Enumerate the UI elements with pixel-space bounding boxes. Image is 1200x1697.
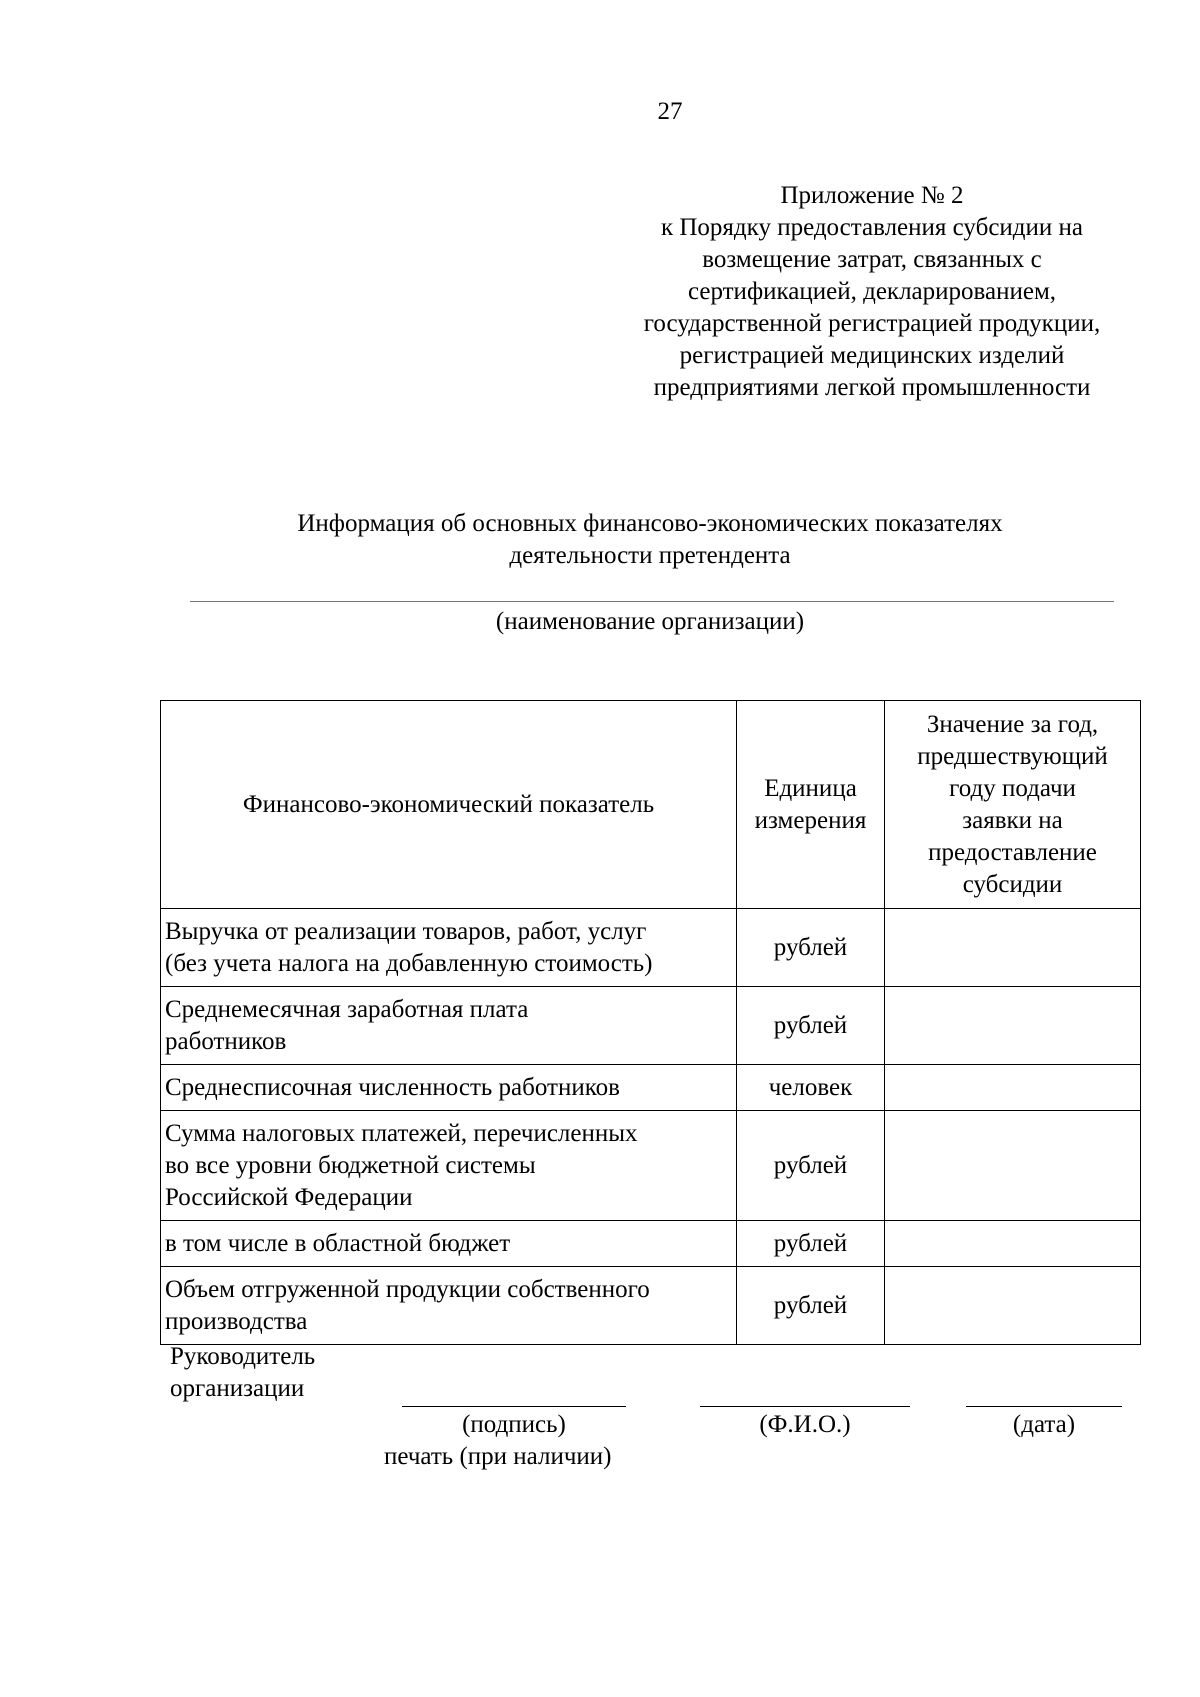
signature-caption: (подпись) bbox=[462, 1411, 566, 1438]
indicator-name: Выручка от реализации товаров, работ, услуг (без учета налога на добавленную стоимость) bbox=[161, 909, 737, 987]
full-name-caption: (Ф.И.О.) bbox=[759, 1411, 851, 1438]
page-number: 27 bbox=[657, 98, 683, 125]
table-row bbox=[161, 1111, 1141, 1221]
indicator-unit: рублей bbox=[737, 1111, 885, 1221]
indicator-name: Среднесписочная численность работников bbox=[161, 1065, 737, 1111]
appendix-line: возмещение затрат, связанных с bbox=[702, 246, 1042, 273]
title-line: деятельности претендента bbox=[509, 542, 791, 569]
organization-name-caption: (наименование организации) bbox=[495, 608, 805, 635]
indicator-unit: рублей bbox=[737, 987, 885, 1065]
table-row bbox=[161, 987, 1141, 1065]
table-header-row bbox=[161, 701, 1141, 909]
indicator-name: в том числе в областной бюджет bbox=[161, 1221, 737, 1267]
signature-line[interactable] bbox=[402, 1406, 626, 1407]
indicator-value-cell[interactable] bbox=[885, 1065, 1141, 1111]
title-line: Информация об основных финансово-экономических показателях bbox=[297, 510, 1003, 537]
table-row bbox=[161, 1221, 1141, 1267]
appendix-line: Приложение № 2 bbox=[780, 182, 964, 209]
indicator-value-cell[interactable] bbox=[885, 987, 1141, 1065]
table-row bbox=[161, 1267, 1141, 1345]
date-caption: (дата) bbox=[1012, 1411, 1076, 1438]
indicator-unit: рублей bbox=[737, 1267, 885, 1345]
table-row bbox=[161, 909, 1141, 987]
appendix-line: регистрацией медицинских изделий bbox=[679, 342, 1065, 369]
indicator-value-cell[interactable] bbox=[885, 1221, 1141, 1267]
indicator-name: Среднемесячная заработная плата работников bbox=[161, 987, 737, 1065]
table-row bbox=[161, 1065, 1141, 1111]
appendix-line: предприятиями легкой промышленности bbox=[653, 374, 1091, 401]
appendix-reference bbox=[598, 180, 1146, 404]
header-indicator: Финансово-экономический показатель bbox=[161, 701, 737, 909]
indicator-unit: рублей bbox=[737, 909, 885, 987]
indicator-unit: человек bbox=[737, 1065, 885, 1111]
document-title bbox=[150, 508, 1150, 572]
indicators-table bbox=[160, 700, 1141, 1345]
full-name-line[interactable] bbox=[700, 1406, 910, 1407]
appendix-line: сертификацией, декларированием, bbox=[687, 278, 1057, 305]
appendix-line: государственной регистрацией продукции, bbox=[643, 310, 1101, 337]
header-unit: Единица измерения bbox=[737, 701, 885, 909]
indicator-unit: рублей bbox=[737, 1221, 885, 1267]
indicator-name: Сумма налоговых платежей, перечисленных во все уровни бюджетной системы Российской Федерации bbox=[161, 1111, 737, 1221]
date-line[interactable] bbox=[966, 1406, 1122, 1407]
organization-name-line bbox=[190, 601, 1114, 602]
seal-caption: печать (при наличии) bbox=[384, 1443, 612, 1470]
indicator-value-cell[interactable] bbox=[885, 1111, 1141, 1221]
indicator-value-cell[interactable] bbox=[885, 1267, 1141, 1345]
signatory-role: Руководитель организации bbox=[170, 1343, 316, 1402]
appendix-line: к Порядку предоставления субсидии на bbox=[660, 214, 1083, 241]
indicator-value-cell[interactable] bbox=[885, 909, 1141, 987]
header-value: Значение за год, предшествующий году подачи заявки на предоставление субсидии bbox=[885, 701, 1141, 909]
indicator-name: Объем отгруженной продукции собственного производства bbox=[161, 1267, 737, 1345]
